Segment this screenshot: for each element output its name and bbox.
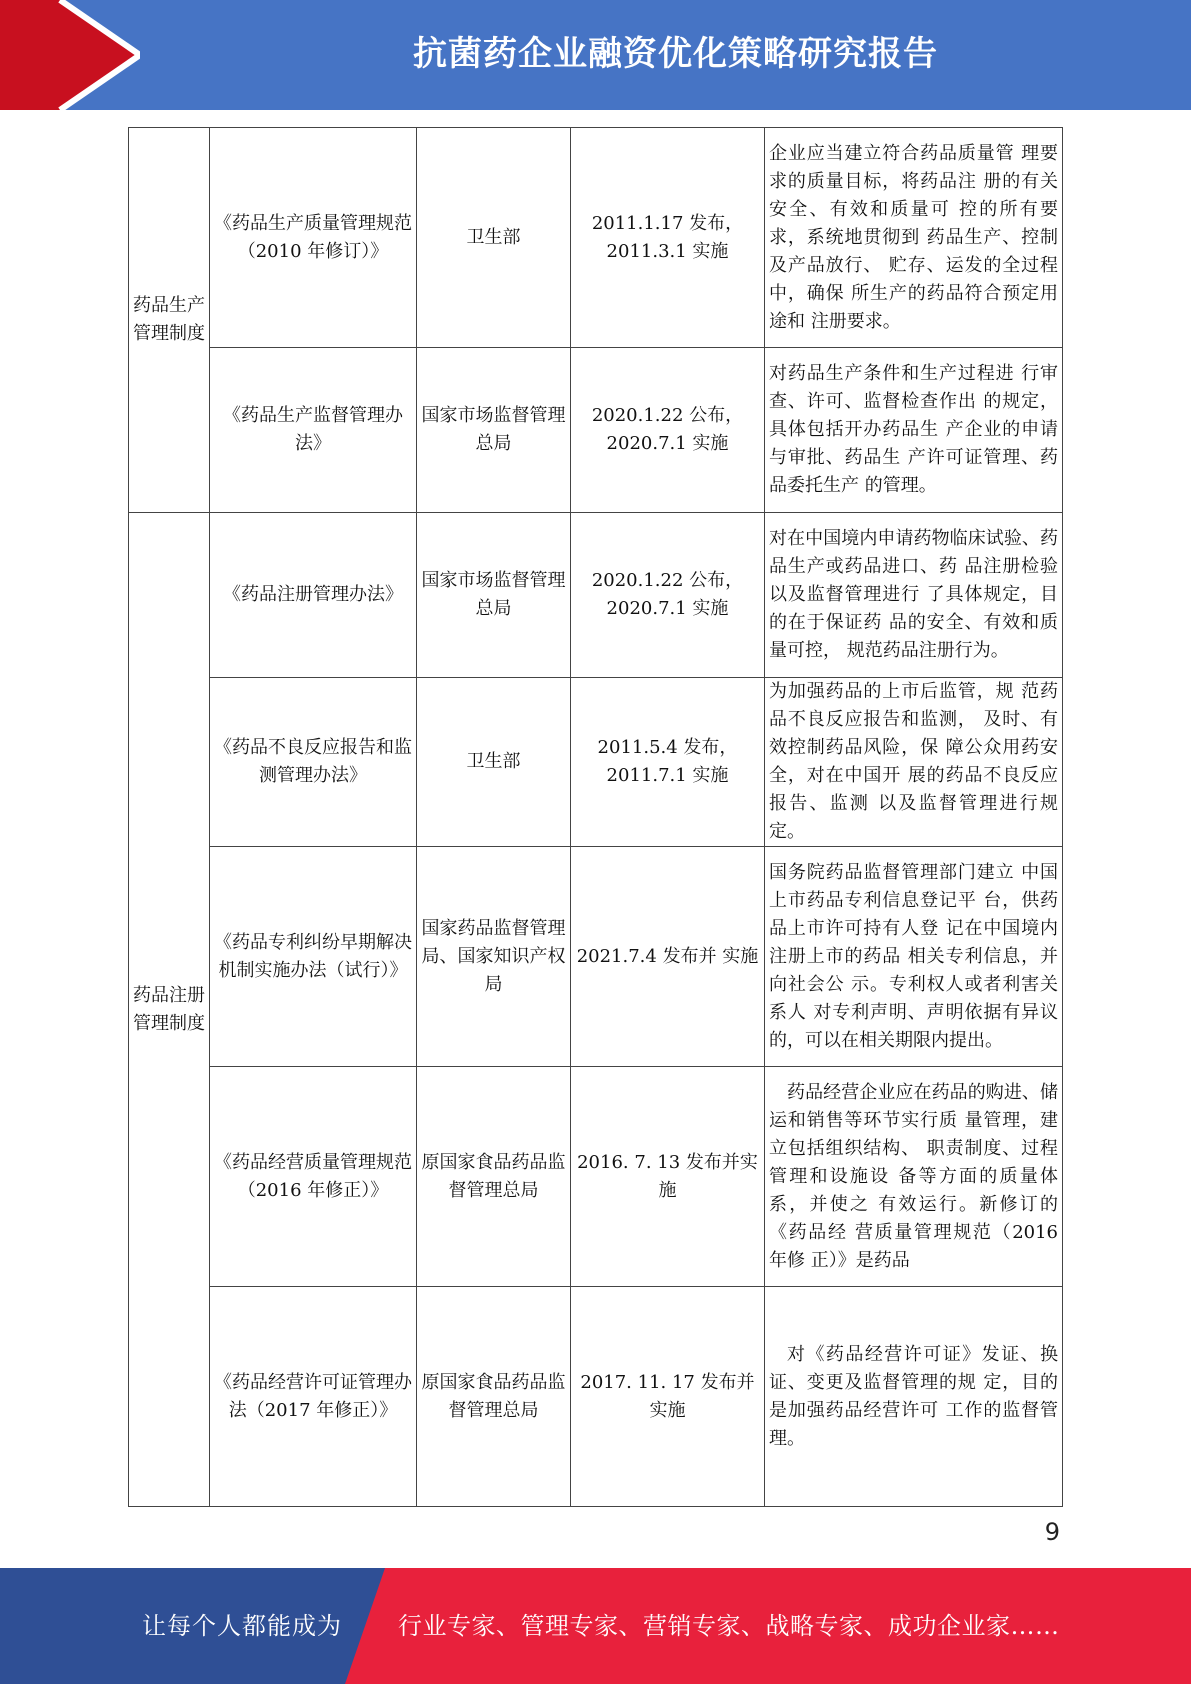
regulation-content: 对《药品经营许可证》发证、换证、变更及监督管理的规 定，目的是加强药品经营许可 工作的监督管理。 [765, 1287, 1063, 1507]
page-footer [0, 1568, 1191, 1684]
category-cell: 药品生产管理制度 [129, 128, 210, 513]
issue-date: 2016. 7. 13 发布并实施 [571, 1067, 765, 1287]
table-row [129, 1067, 1063, 1287]
issuing-agency: 国家市场监督管理总局 [417, 348, 571, 513]
page-number: 9 [1044, 1518, 1060, 1546]
issuing-agency: 原国家食品药品监督管理总局 [417, 1287, 571, 1507]
regulation-content: 为加强药品的上市后监管，规 范药品不良反应报告和监测， 及时、有效控制药品风险，保 障公众用药安全，对在中国开 展的药品不良反应报告、监测 以及监督管理进行规定。 [765, 678, 1063, 847]
table-row [129, 128, 1063, 348]
header-red-arrow-decoration [0, 0, 140, 110]
footer-slogan-continuation: 行业专家、管理专家、营销专家、战略专家、成功企业家…… [398, 1612, 1060, 1640]
page-header [0, 0, 1191, 110]
table-row [129, 513, 1063, 678]
regulation-name: 《药品专利纠纷早期解决机制实施办法（试行）》 [210, 847, 417, 1067]
issuing-agency: 卫生部 [417, 678, 571, 847]
regulation-content: 药品经营企业应在药品的购进、储运和销售等环节实行质 量管理，建立包括组织结构、 职责制度、过程管理和设施设 备等方面的质量体系，并使之 有效运行。新修订的《药品经 营质量管理规范（2016 年修 正）》是药品 [765, 1067, 1063, 1287]
regulation-content: 对在中国境内申请药物临床试验、药品生产或药品进口、药 品注册检验以及监督管理进行 了具体规定，目的在于保证药 品的安全、有效和质量可控， 规范药品注册行为。 [765, 513, 1063, 678]
issue-date: 2011.5.4 发布，2011.7.1 实施 [571, 678, 765, 847]
regulation-content: 国务院药品监督管理部门建立 中国上市药品专利信息登记平 台，供药品上市许可持有人登 记在中国境内注册上市的药品 相关专利信息，并向社会公 示。专利权人或者利害关系人 对专利声明、声明依据有异议 的，可以在相关期限内提出。 [765, 847, 1063, 1067]
issue-date: 2020.1.22 公布，2020.7.1 实施 [571, 513, 765, 678]
table-row [129, 847, 1063, 1067]
issuing-agency: 卫生部 [417, 128, 571, 348]
issue-date: 2020.1.22 公布，2020.7.1 实施 [571, 348, 765, 513]
issuing-agency: 原国家食品药品监督管理总局 [417, 1067, 571, 1287]
regulation-name: 《药品生产监督管理办法》 [210, 348, 417, 513]
table-row [129, 1287, 1063, 1507]
regulation-content: 对药品生产条件和生产过程进 行审查、许可、监督检查作出 的规定，具体包括开办药品生 产企业的申请与审批、药品生 产许可证管理、药品委托生产 的管理。 [765, 348, 1063, 513]
footer-slogan: 让每个人都能成为 [142, 1612, 342, 1640]
category-cell: 药品注册管理制度 [129, 513, 210, 1507]
issue-date: 2017. 11. 17 发布并实施 [571, 1287, 765, 1507]
regulation-name: 《药品经营许可证管理办法（2017 年修正）》 [210, 1287, 417, 1507]
issue-date: 2021.7.4 发布并 实施 [571, 847, 765, 1067]
issuing-agency: 国家药品监督管理局、国家知识产权局 [417, 847, 571, 1067]
table-row [129, 678, 1063, 847]
regulation-name: 《药品注册管理办法》 [210, 513, 417, 678]
regulation-content: 企业应当建立符合药品质量管 理要求的质量目标，将药品注 册的有关安全、有效和质量可 控的所有要求，系统地贯彻到 药品生产、控制及产品放行、 贮存、运发的全过程中，确保 所生产的药品符合预定用途和 注册要求。 [765, 128, 1063, 348]
regulation-name: 《药品生产质量管理规范（2010 年修订）》 [210, 128, 417, 348]
issuing-agency: 国家市场监督管理总局 [417, 513, 571, 678]
regulation-name: 《药品经营质量管理规范（2016 年修正）》 [210, 1067, 417, 1287]
page-title: 抗菌药企业融资优化策略研究报告 [413, 34, 938, 74]
table-row [129, 348, 1063, 513]
regulation-name: 《药品不良反应报告和监测管理办法》 [210, 678, 417, 847]
issue-date: 2011.1.17 发布，2011.3.1 实施 [571, 128, 765, 348]
regulations-table [128, 127, 1063, 1507]
